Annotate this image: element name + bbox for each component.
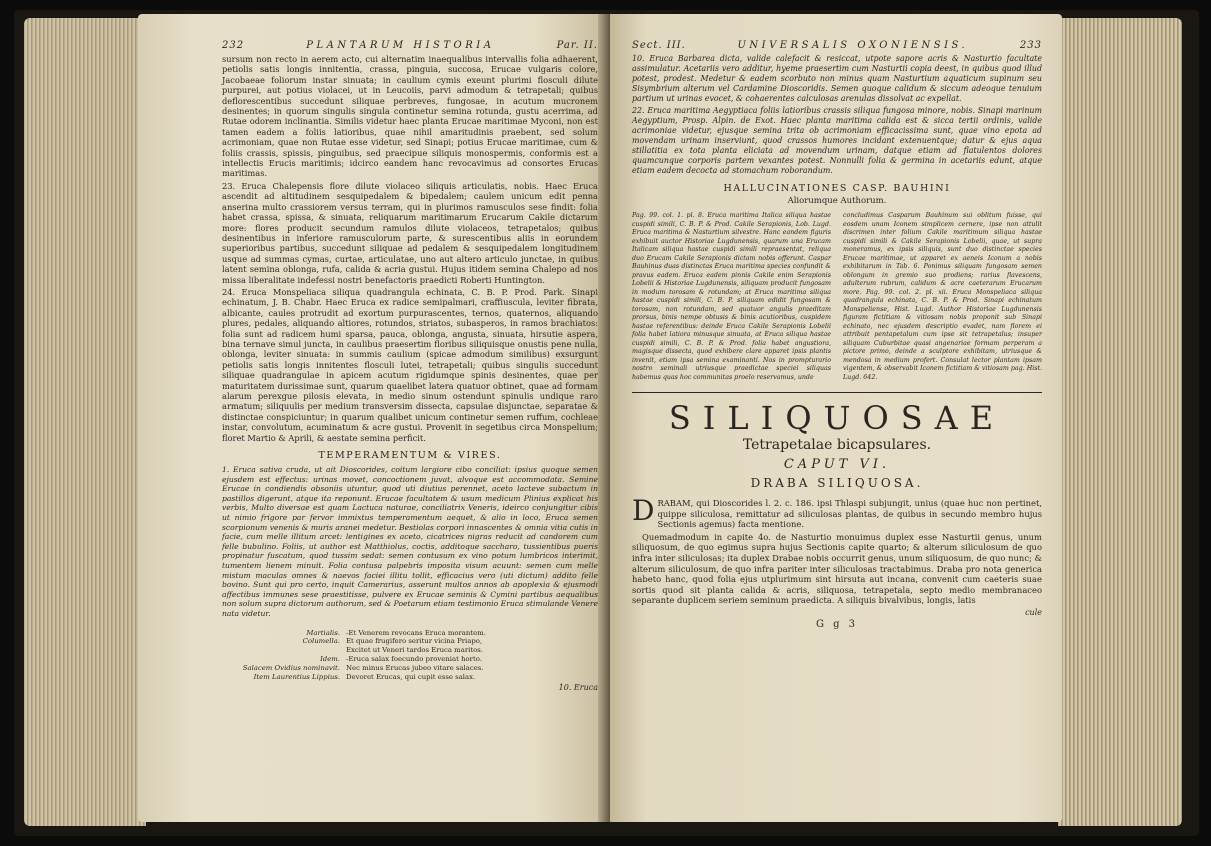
divider [632, 392, 1042, 393]
verse-author: Item Laurentius Lippius. [253, 672, 340, 681]
section-label: Sect. III. [632, 40, 686, 51]
verse-row [222, 646, 598, 655]
right-running-head [632, 40, 1042, 51]
verse-author: Columella. [302, 637, 340, 646]
chapter-number: CAPUT VI. [783, 457, 891, 472]
right-page [610, 14, 1062, 822]
verse-line: Et quae frugifero seritur vicina Priapo, [346, 637, 483, 646]
running-title: UNIVERSALIS OXONIENSIS. [737, 40, 969, 51]
main-title: SILIQUOSAE [668, 399, 1006, 437]
page-edges-left [24, 18, 146, 826]
chapter-title: DRABA SILIQUOSA. [750, 476, 924, 490]
paragraph: 24. Eruca Monspeliaca siliqua quadrangula echinata, C. B. P. Prod. Park. Sinapi echinatum, J. B. Chabr. Haec Eruca ex radice semipalmari, craffiuscula, leviter fibrata, albicante, caules protrudit ad exortum purpurascentes, ternos, quaternos, aliquando plures, pedales, aliquando altiores, rotundos, striatos, subasperos, in ramos brachiatos: folia sunt ad radicem humi sparsa, pauca, oblonga, angusta, sinuata, hirsutie aspera, bina ternave simul juncta, in caulibus praesertim floribus siliquisque onustis pene nulla, oblonga, leviter sinuata: in summis caulium (spicae admodum similibus) exsurgunt petiolis satis longis innitentes flosculi lutei, tetrapetali; quibus singulis succedunt siliquae quadrangulae in apicem acutum rigidumque spinis desinentes, quae per maturitatem durissimae sunt, quarum quaelibet latera quatuor obtinet, quae ad formam alarum perexgue pilosis elevata, in medio sinum ostendunt spinulis undique raro armatum; siliquulis per medium transversim dissecta, capsulae disjunctae, separatae & distinctae conspiciuntur; in quarum qualibet unicum continetur semen ruffum, cochleae instar, convolutum, acuminatum & acre gustui. Provenit in segetibus circa Monspelium; floret Martio & Aprili, & aestate semina perficit. [222, 286, 598, 443]
signature-mark: G g 3 [815, 618, 859, 630]
verse-line: -Eruca salax foecundo proveniat horto. [346, 654, 482, 663]
verse-row [222, 637, 598, 646]
verse-author: Salacem Ovidius nominavit. [242, 663, 340, 672]
part-label: Par. II. [556, 40, 598, 51]
verse-author: Martialis. [306, 628, 340, 637]
section-heading: TEMPERAMENTUM & VIRES. [318, 450, 502, 462]
vires-paragraph: 1. Eruca sativa cruda, ut ait Dioscorides, coitum largiore cibo conciliat: ipsius quoque semen ejusdem est effectus: urinas movet, concoctionem juvat, alvoque est accommodata. Semine Erucae in condiendis obsoniis utuntur, quod uti diutius perennet, aceto lacteve subactum in pastillos digerunt, atque ita reponunt. Erucae facultatem & usum medicum Plinius explicat his verbis, Multo diversae est quam Lactuca naturae, conciliatrix Veneris, ideirco conjungitur cibis ut nimio frigore par fervor immixtus temperamentum aequet, & alio in loco, Eruca semen scorpionum venenis & muris aranei medetur. Bestiolas corpori innascentes & omnia vitia cutis in facie, cum melle illitum arcet: lentigines ex aceto, cicatrices nigras reducit ad candorem cum felle bubulino. Foliis, ut author est Matthiolus, coctis, additoque saccharo, tussientibus pueris propinatur fuscatum, quod tussim sedat: semen contusum ex vino potum lumbricos interimit, tumentem lienem minuit. Folia contusa palpebris imposita visum acuunt: semen cum melle mistum maculas omnes & naevos faciei illitu tollit, efficacius vero (uti dictum) addito felle bovino. Sunt qui pro certo, inquit Camerarius, asserunt multos annos ab apoplexia & ejusmodi affectibus immunes sese praestitisse, pulvere ex Erucae seminis & Cymini partibus aequalibus non solum supra dictorum authorum, sed & Poetarum etiam testimonio Eruca stimulande Venere nata videtur. [222, 465, 598, 618]
verse-author: Idem. [320, 654, 340, 663]
left-page-content [222, 40, 598, 692]
paragraph: 22. Eruca maritima Aegyptiaca foliis latioribus crassis siliqua fungosa minore, nobis. Sinapi marinum Aegyptium, Prosp. Alpin. de Exot. Haec planta maritima calida est & sicca tertii ordinis, valide acrimoniae videtur, ejusque semina trita ob acrimoniam efficacissima sunt, quae vino epota ad movendam urinam inserviunt, quod crassos humores incidant extenuentque; datur & ejus aqua stillatitia ex tota planta eliciata ad movendum urinam, datque etiam ad flatulentos dolores quamcunque corporis partem vexantes potest. Nonnulli folia & germina in acetariis edunt, atque etiam eadem decocta ad stomachum roborandum. [632, 106, 1042, 175]
verse-author [222, 646, 340, 655]
catchword: cule [1025, 607, 1042, 617]
paragraph: 23. Eruca Chalepensis flore dilute violaceo siliquis articulatis, nobis. Haec Eruca ascendit ad altitudinem sesquipedalem & bipedalem; caulem unicum edit penna anserina multo crassiorem versus terram, qui in plurimos ramusculos sese findit: folia habet crassa, spissa, & sinuata, reliquarum maritimarum Erucarum Cakile dictarum more: flores producit secundum ramulos dilute violaceos, tetrapetalos; quibus desinentibus in inferiore ramusculorum parte, & surescentibus aliis in eorundem superioribus partibus, succedunt siliquae ad pedalem & sesquipedalem longitudinem usque ad summas cymas, curtae, articulatae, uno aut altero articulo junctae, in quibus latent semina oblonga, rufa, calida & acria gustui. Hujus itidem semina Chalepo ad nos missa liberalitate indefessi nostri benefactoris praedicti Roberti Huntington. [222, 180, 598, 285]
opening-text: RABAM, qui Dioscorides l. 2. c. 186. ipsi Thlaspi subjungit, unius (quae huc non pertinet, quippe siliculosa, remittatur ad siliculosas plantas, de quibus in secundo membro hujus Sectionis agemus) facta mentione. [657, 498, 1042, 530]
hallucinationes-columns [632, 212, 1042, 382]
paragraph: sursum non recto in aerem acto, cui alternatim inaequalibus intervallis folia adhaerent, petiolis satis longis innitentia, crassa, pinguia, succosa, Erucae vulgaris colore, Jacobaeae foliorum instar sinuata; in caulium cymis exeunt plurimi flosculi dilute purpurei, aut potius violacei, ut in Leucoiis, parvi admodum & tetrapetali; quibus deflorescentibus succedunt siliquae perbreves, fungosae, in acutum mucronem desinentes; in quorum singulis singula continetur semina rotunda, gustu acerrima, ad Rutae odorem inclinantia. Similis videtur haec planta Erucae maritimae Myconi, non est tamen eadem a foliis latioribus, quae nihil amaritudinis praebent, sed solum acrimoniam, quae non Rutae esse videtur, sed Sinapi; potius Erucae maritimae, cum & foliis crassis, spissis, pinguibus, sed praecipue siliquis monospermis, conformis est a intellectis Erucis maritimis; idcirco eandem hanc revocavimus ad consortes Erucas maritimas. [222, 54, 598, 179]
paragraph: 10. Eruca Barbarea dicta, valide calefacit & resiccat, utpote sapore acris & Nasturtio facultate assimulatur. Acetariis vero additur, hyeme praesertim cum Nasturtii copia deest, in quibus quod illud potest, prodest. Medetur & eadem scorbuto non minus quam Nasturtium aquaticum supinum seu Sisymbrium alterum vel Cardamine Dioscoridis. Semen quoque calidum & siccum adeoque tenuium partium ut urinas evocet, & cohaerentes calculosas arenulas dissolvat ac expellat. [632, 54, 1042, 103]
catchword: 10. Eruca [558, 683, 598, 693]
column-right: concludimus Casparum Bauhinum sui oblitum fuisse, qui eosdem unam Iconem simplicem cernere, ipse non attulit discrimen inter folium Cakile maritimum siliqua hastae cuspidi simili & Cakile Serapionis Lobelii, quae, ut supra moneramus, ex ipsis siliquis, sunt duo distinctae species Erucae maritimae, ut apparet ex aeneis Iconum a nobis exhibitarum in Tab. 6. Ponimus siliquam fungosam semen oblongum in gremio suo prodiens; rarius flavescens, adulterum rubrum, calidum & acre caeterarum Erucarum more. Pag. 99. col. 2. pl. xii. Eruca Monspeliaca siliqua quadrangula echinata, C. B. P. & Prod. Sinapi echinatum Monspeliense, Hist. Lugd. Author Historiae Lugdunensis figuram fictitiam & vitiosam nobis proponit sub Sinapi echinato, nec ejusdem descriptio evadet, nam florem ei attribuit pentapetalum cum ipse sit tetrapetalus; insuper siliquam Cuburbitae quasi angenariae formam perperam a pictore primo, deinde a sculptore exhibitam, utriusque & mendosa in medium profert. Consulat lector plantam ipsam vigentem, & observabit Iconem fictitiam & vitiosam pag. Hist. Lugd. 642. [843, 212, 1042, 381]
hallucinationes-heading: HALLUCINATIONES CASP. BAUHINI [723, 183, 951, 194]
verse-block [222, 629, 598, 682]
page-number: 233 [1019, 40, 1042, 51]
left-page [138, 14, 606, 822]
opening-paragraph [632, 494, 1042, 530]
paragraph: Quemadmodum in capite 4o. de Nasturtio monuimus duplex esse Nasturtii genus, unum siliquosum, de quo egimus supra hujus Sectionis capite quarto; & alterum siliculosum de quo infra inter siliculosas; ita duplex Drabae nobis occurrit genus, unum siliquosum, de quo nunc; & alterum siliculosum, de quo infra pariter inter siliculosas tractabimus. Draba pro nota generica habeto hanc, quod folia ejus utplurimum sint hirsuta aut incana, convenit cum caeteris suae sortis quod sit planta calida & acris, siliquosa, tetrapetala, septo medio membranaceo separante duplicem seriem seminum praedicta. A siliquis bivalvibus, longis, latis [632, 531, 1042, 606]
verse-row [222, 673, 598, 682]
verse-row [222, 664, 598, 673]
hallucinationes-subheading: Aliorumque Authorum. [787, 196, 887, 206]
main-subtitle: Tetrapetalae bicapsulares. [742, 437, 932, 453]
page-edges-right [1058, 18, 1182, 826]
verse-row [222, 629, 598, 638]
verse-line: Devoret Erucas, qui cupit esse salax. [346, 672, 476, 681]
left-running-head [222, 40, 598, 51]
drop-cap: D [632, 494, 655, 527]
running-title: PLANTARUM HISTORIA [306, 40, 495, 51]
verse-row [222, 655, 598, 664]
verse-line: Excitet ut Veneri tardos Eruca maritos. [346, 646, 483, 655]
verse-line: Nec minus Erucas jubeo vitare salaces. [346, 663, 484, 672]
verse-line: -Et Venerem revocans Eruca morantem. [346, 628, 486, 637]
right-page-content [632, 40, 1042, 630]
column-left: Pag. 99. col. 1. pl. 8. Eruca maritima Italica siliqua hastae cuspidi simili, C. B. P. & Prod. Cakile Serapionis, Lob. Lugd. Eruca maritima & Nasturtium silvestre. Hanc eandem figuris exhibuit auctor Historiae Lugdunensis, quarum una Erucam Italicam siliqua hastae cuspidi simili repraesentat, reliqua duo Erucam Cakile Serapionis dictam nobis offerunt. Caspar Bauhinus duas distinctas Eruca maritima species confundit & pravus eadem. Eruca eadem pinnis Cakile enim Serapionis Lobelii & Historiae Lugdunensis, siliquam producit fungosam in modum torosam & rotundam; at Eruca maritima siliqua hastae cuspidi simili, C. B. P. siliquam edidit fungosam & torosam, non rotundam, sed quatuor angulis praeditam prorsus, binis nempe obtusis & binis acutioribus, cuspidem hastae referentibus: deinde Eruca Cakile Serapionis Lobelii folia habet latiora minusque sinuata, at Eruca siliqua hastae cuspidi simili, C. B. P. & Prod. folia habet angustiora, magisque dissecta, quod exhibere clare apparet ipsis plantis invenit, etiam ipsa semina examinanti. Nos in prompturario nostro seminali utriusque praedictae speciei siliquas habemus quas hoc communitas proelo reservamus, unde [632, 212, 831, 381]
page-number: 232 [222, 40, 245, 51]
